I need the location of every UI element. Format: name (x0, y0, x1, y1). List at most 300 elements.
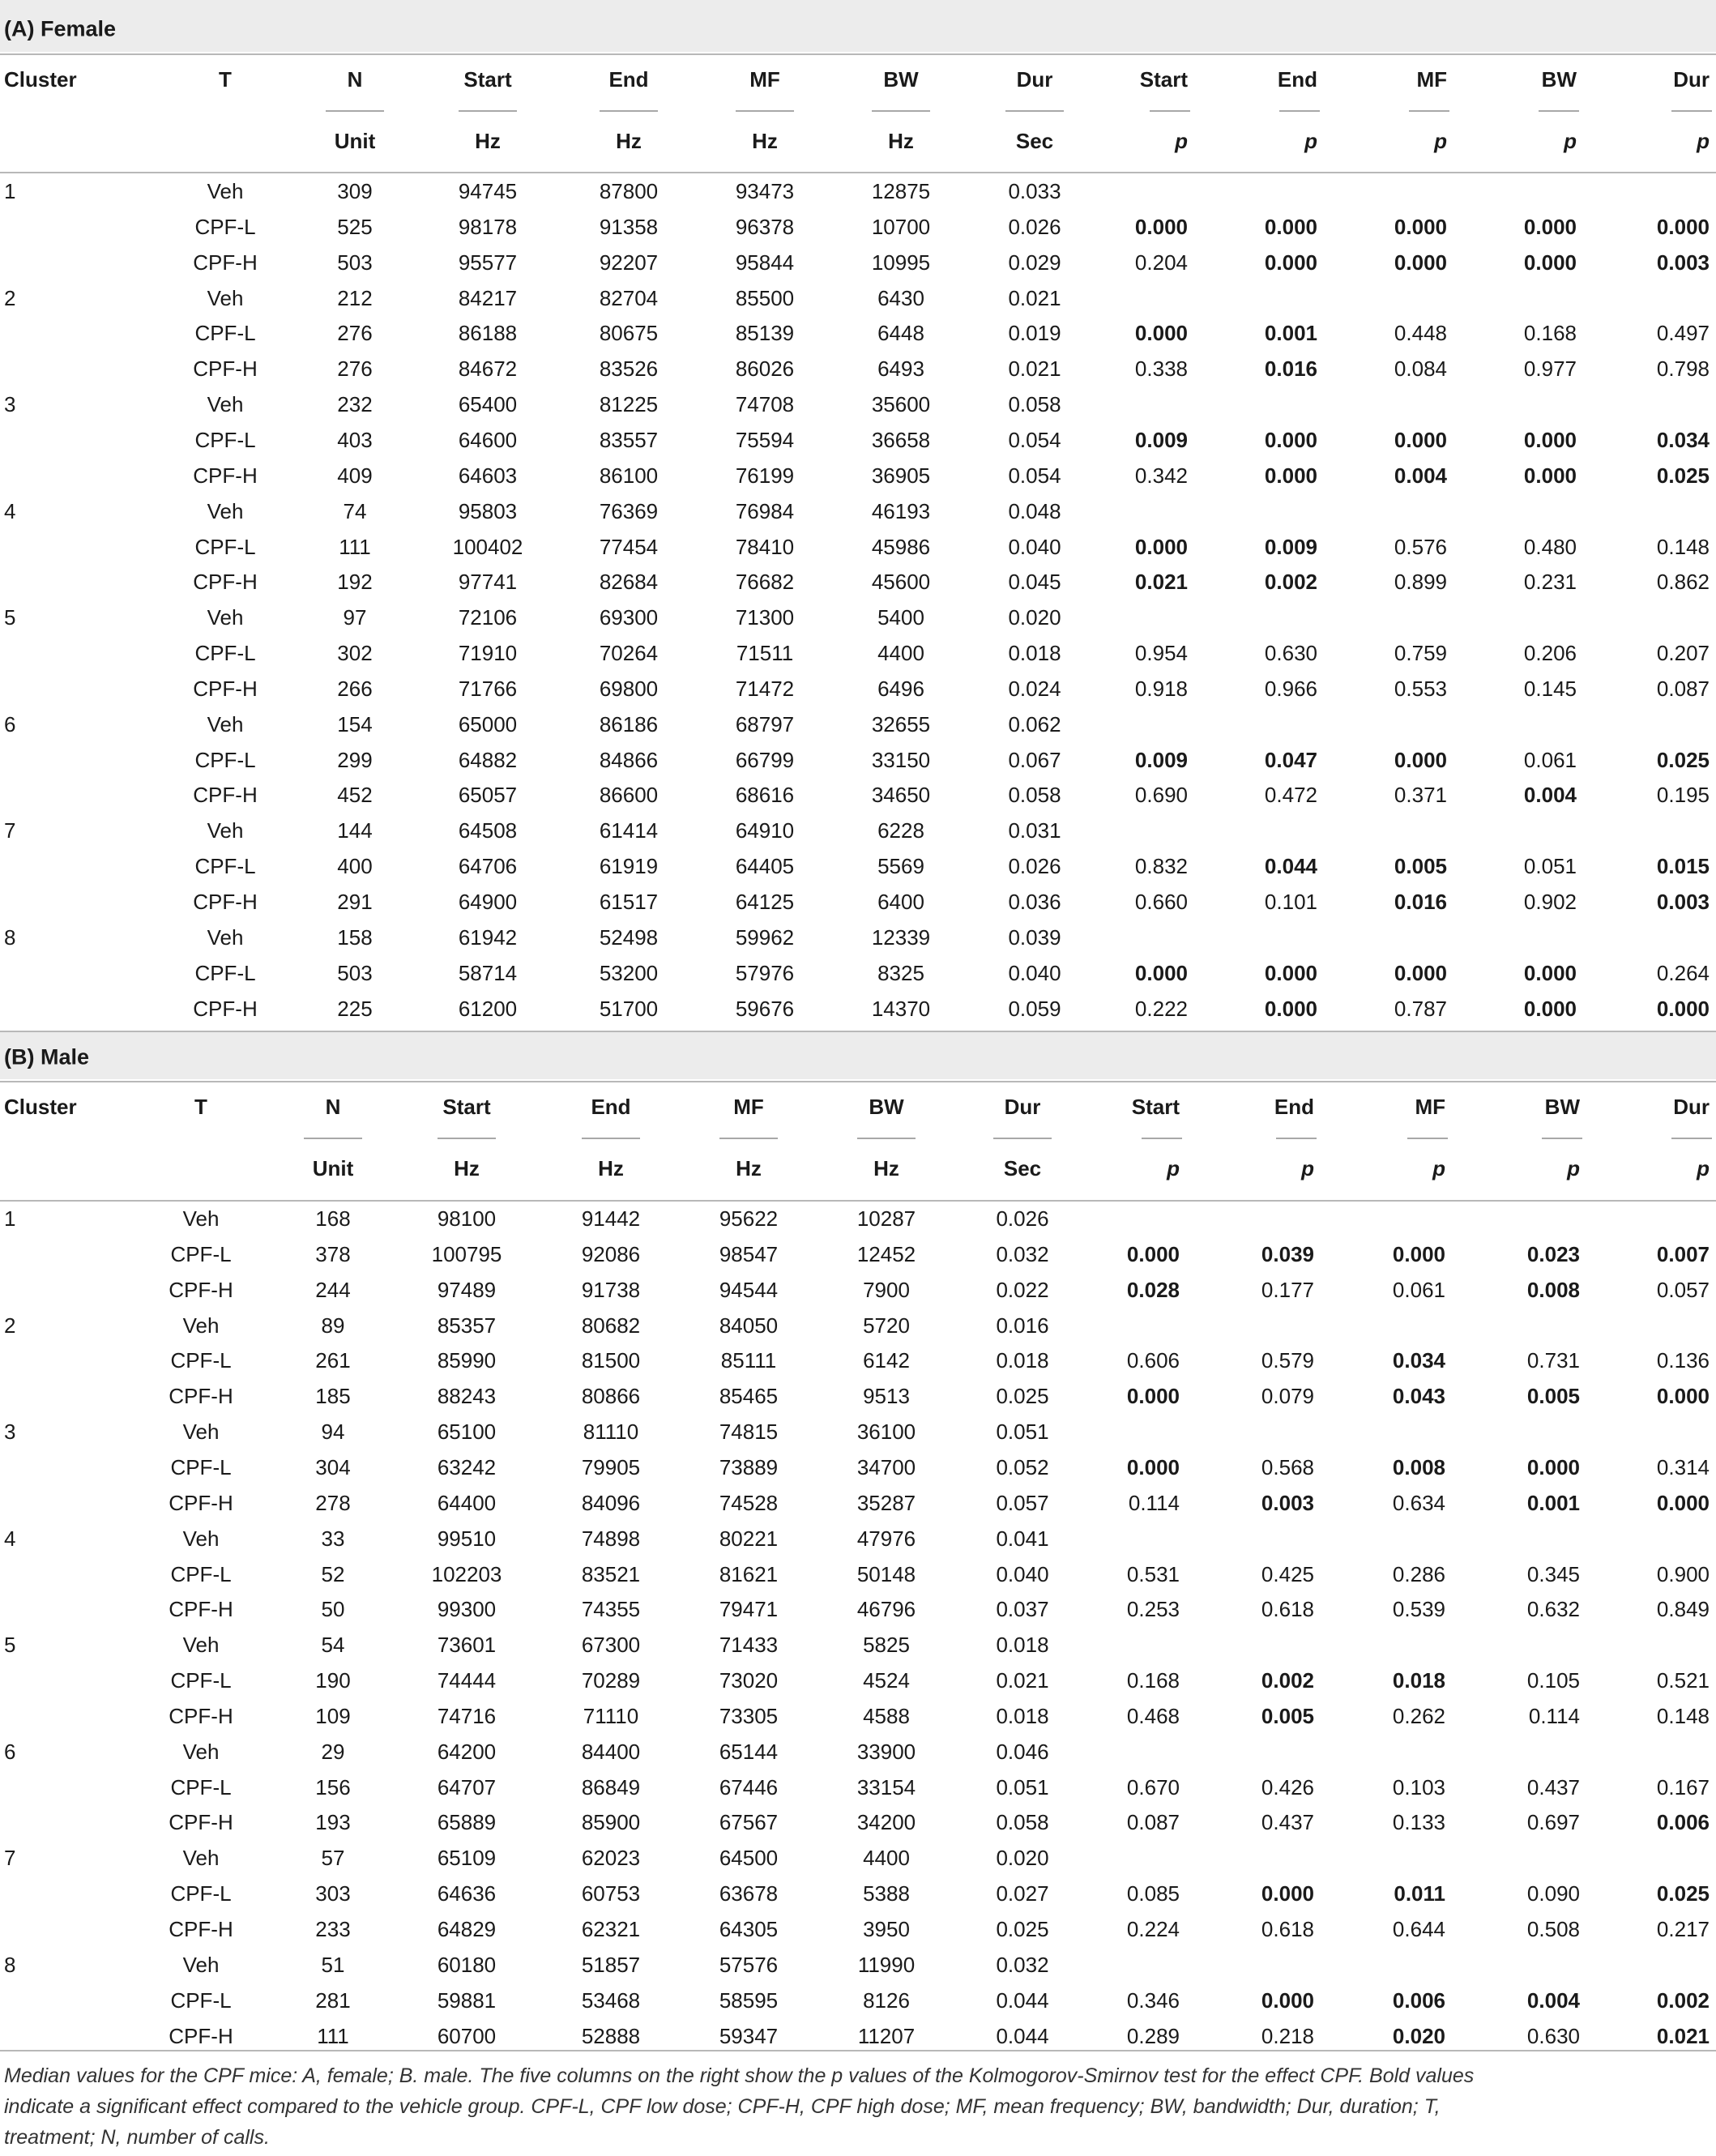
table-cell: CPF-H (193, 783, 258, 808)
table-cell: 0.057 (996, 1490, 1049, 1515)
table-cell: 0.025 (996, 1917, 1049, 1941)
p-value-cell: 0.114 (1128, 1490, 1180, 1515)
p-value-cell: 0.057 (1656, 1277, 1710, 1302)
p-value-cell: 0.425 (1261, 1561, 1314, 1586)
table-cell: 97489 (437, 1277, 497, 1302)
header-underline (1671, 1138, 1712, 1139)
table-cell: 71511 (736, 641, 794, 666)
header-underline (304, 1138, 362, 1139)
table-cell: 60700 (437, 2023, 497, 2048)
table-cell: 111 (339, 534, 371, 559)
table-cell: Veh (207, 392, 244, 417)
table-cell: 11990 (857, 1952, 916, 1977)
table-cell: 32655 (871, 711, 931, 736)
table-cell: 232 (337, 392, 373, 417)
p-value-cell: 0.539 (1392, 1597, 1445, 1622)
table-cell: CPF-L (170, 1668, 232, 1693)
table-cell: 80866 (581, 1384, 641, 1409)
table-cell: CPF-H (169, 1597, 233, 1622)
table-cell: CPF-L (194, 321, 256, 346)
cluster-id: 4 (4, 1526, 16, 1551)
table-cell: 5720 (863, 1313, 910, 1338)
table-cell: 46193 (871, 498, 931, 523)
table-cell: 61517 (599, 890, 659, 914)
p-value-cell: 0.862 (1656, 570, 1710, 595)
table-cell: CPF-H (169, 1490, 233, 1515)
table-cell: 84672 (458, 356, 518, 382)
p-value-cell: 0.020 (1392, 2023, 1445, 2048)
p-value-cell: 0.103 (1392, 1774, 1445, 1800)
header-underline (459, 110, 517, 112)
p-value-cell: 0.000 (1264, 427, 1317, 452)
p-value-cell: 0.000 (1523, 427, 1577, 452)
p-value-cell: 0.426 (1261, 1774, 1314, 1800)
p-value-cell: 0.000 (1264, 214, 1317, 239)
table-cell: 0.033 (1008, 179, 1061, 203)
table-cell: 0.045 (1008, 570, 1061, 595)
p-value-cell: 0.759 (1394, 641, 1447, 666)
table-cell: 85465 (719, 1384, 779, 1409)
p-value-cell: 0.576 (1394, 534, 1447, 559)
column-header: End (1274, 1095, 1314, 1119)
table-cell: Veh (207, 285, 244, 310)
cluster-id: 6 (4, 711, 16, 736)
p-value-cell: 0.371 (1394, 783, 1447, 808)
table-cell: 47976 (856, 1526, 916, 1551)
table-cell: Veh (182, 1633, 220, 1658)
table-cell: CPF-H (193, 996, 258, 1021)
table-cell: 81225 (599, 392, 659, 417)
p-value-cell: 0.001 (1526, 1490, 1580, 1515)
table-cell: 85500 (735, 285, 795, 310)
table-cell: 50148 (856, 1561, 916, 1586)
p-value-cell: 0.568 (1261, 1454, 1314, 1479)
table-cell: 0.052 (996, 1454, 1049, 1479)
table-cell: 91738 (581, 1277, 641, 1302)
column-unit: p (1167, 1156, 1180, 1180)
column-header: MF (749, 67, 780, 92)
table-cell: 6430 (877, 285, 924, 310)
table-cell: 0.058 (996, 1810, 1049, 1835)
table-cell: 12875 (871, 179, 931, 203)
table-cell: 59347 (719, 2023, 779, 2048)
section-title: (A) Female (4, 16, 117, 41)
p-value-cell: 0.008 (1392, 1454, 1445, 1479)
p-value-cell: 0.731 (1526, 1348, 1580, 1373)
table-cell: 74898 (581, 1526, 641, 1551)
table-cell: 0.041 (996, 1526, 1049, 1551)
rule-line (0, 1081, 1716, 1082)
table-cell: 61919 (599, 854, 659, 879)
table-cell: 85139 (735, 321, 795, 346)
p-value-cell: 0.034 (1656, 427, 1710, 452)
table-cell: 71766 (458, 676, 518, 701)
table-cell: CPF-L (170, 1561, 232, 1586)
table-cell: 0.021 (1008, 356, 1061, 382)
table-cell: 5825 (863, 1633, 910, 1658)
p-value-cell: 0.346 (1126, 1987, 1180, 2013)
table-cell: 64508 (458, 818, 518, 843)
cluster-id: 3 (4, 392, 16, 417)
p-value-cell: 0.021 (1134, 570, 1188, 595)
table-cell: 76369 (599, 498, 659, 523)
table-cell: 225 (337, 996, 373, 1021)
table-cell: 62023 (581, 1846, 641, 1871)
p-value-cell: 0.849 (1656, 1597, 1710, 1622)
p-value-cell: 0.000 (1523, 960, 1577, 985)
table-cell: 102203 (431, 1561, 502, 1586)
p-value-cell: 0.136 (1656, 1348, 1710, 1373)
p-value-cell: 0.497 (1656, 321, 1710, 346)
table-cell: 99510 (437, 1526, 497, 1551)
table-cell: 76199 (735, 463, 795, 488)
table-cell: 0.029 (1008, 250, 1061, 275)
p-value-cell: 0.900 (1656, 1561, 1710, 1586)
table-cell: 78410 (735, 534, 795, 559)
table-cell: 156 (315, 1774, 351, 1800)
table-cell: 154 (337, 711, 373, 736)
column-unit: p (1301, 1156, 1314, 1180)
table-cell: 6228 (877, 818, 924, 843)
table-cell: 185 (315, 1384, 351, 1409)
table-cell: 51 (321, 1952, 345, 1977)
p-value-cell: 0.025 (1656, 1881, 1710, 1906)
column-header: Dur (1673, 1095, 1710, 1119)
table-cell: 45986 (871, 534, 931, 559)
table-cell: 304 (315, 1454, 351, 1479)
p-value-cell: 0.787 (1394, 996, 1447, 1021)
section-title: (B) Male (4, 1044, 90, 1069)
p-value-cell: 0.289 (1126, 2023, 1180, 2048)
column-unit: Hz (736, 1156, 762, 1180)
table-cell: 10995 (871, 250, 931, 275)
header-underline (438, 1138, 496, 1139)
p-value-cell: 0.021 (1656, 2023, 1710, 2048)
table-cell: CPF-L (170, 1348, 232, 1373)
table-cell: 74 (343, 498, 367, 523)
table-cell: 65057 (458, 783, 518, 808)
table-cell: 0.019 (1008, 321, 1061, 346)
p-value-cell: 0.009 (1134, 747, 1188, 772)
table-cell: 64305 (719, 1917, 779, 1941)
table-cell: 86100 (599, 463, 659, 488)
table-cell: CPF-H (193, 356, 258, 382)
p-value-cell: 0.195 (1656, 783, 1710, 808)
p-value-cell: 0.006 (1656, 1810, 1710, 1835)
p-value-cell: 0.000 (1394, 747, 1447, 772)
table-cell: 4524 (863, 1668, 910, 1693)
p-value-cell: 0.047 (1264, 747, 1317, 772)
p-value-cell: 0.168 (1523, 321, 1577, 346)
table-cell: 66799 (735, 747, 795, 772)
p-value-cell: 0.618 (1261, 1597, 1314, 1622)
table-cell: 0.054 (1008, 427, 1061, 452)
p-value-cell: 0.697 (1526, 1810, 1580, 1835)
table-cell: 73305 (719, 1703, 779, 1728)
table-cell: 34700 (856, 1454, 916, 1479)
table-cell: 83526 (599, 356, 659, 382)
table-cell: CPF-H (193, 250, 258, 275)
table-cell: 71910 (458, 641, 518, 666)
table-cell: 94745 (458, 179, 518, 203)
table-cell: 53200 (599, 960, 659, 985)
table-cell: 98178 (458, 214, 518, 239)
column-header: BW (1544, 1095, 1580, 1119)
table-cell: 73020 (719, 1668, 779, 1693)
p-value-cell: 0.025 (1656, 747, 1710, 772)
column-unit: p (1304, 129, 1317, 153)
p-value-cell: 0.006 (1392, 1987, 1445, 2013)
p-value-cell: 0.007 (1656, 1241, 1710, 1266)
p-value-cell: 0.034 (1392, 1348, 1445, 1373)
p-value-cell: 0.832 (1134, 854, 1188, 879)
table-cell: 52 (321, 1561, 345, 1586)
p-value-cell: 0.468 (1126, 1703, 1180, 1728)
p-value-cell: 0.000 (1134, 960, 1188, 985)
table-cell: 525 (337, 214, 373, 239)
table-cell: CPF-H (193, 676, 258, 701)
table-cell: 64500 (719, 1846, 779, 1871)
p-value-cell: 0.004 (1394, 463, 1447, 488)
table-cell: 84050 (719, 1313, 779, 1338)
table-cell: 35600 (871, 392, 931, 417)
p-value-cell: 0.606 (1126, 1348, 1180, 1373)
table-cell: 73889 (719, 1454, 779, 1479)
table-cell: 74528 (719, 1490, 779, 1515)
table-cell: 452 (337, 783, 373, 808)
p-value-cell: 0.177 (1261, 1277, 1314, 1302)
table-cell: 45600 (871, 570, 931, 595)
column-header: MF (1416, 67, 1447, 92)
table-cell: 74355 (581, 1597, 641, 1622)
p-value-cell: 0.148 (1656, 534, 1710, 559)
p-value-cell: 0.000 (1394, 427, 1447, 452)
p-value-cell: 0.105 (1526, 1668, 1580, 1693)
table-cell: 71110 (583, 1703, 639, 1728)
p-value-cell: 0.798 (1656, 356, 1710, 382)
table-cell: 54 (321, 1633, 345, 1658)
table-cell: 34200 (856, 1810, 916, 1835)
table-cell: 0.027 (996, 1881, 1049, 1906)
p-value-cell: 0.437 (1526, 1774, 1580, 1800)
table-cell: 58714 (458, 960, 518, 985)
p-value-cell: 0.644 (1392, 1917, 1445, 1941)
p-value-cell: 0.000 (1126, 1241, 1180, 1266)
p-value-cell: 0.000 (1526, 1454, 1580, 1479)
table-cell: 299 (337, 747, 373, 772)
table-cell: 88243 (437, 1384, 497, 1409)
table-cell: CPF-L (170, 1881, 232, 1906)
column-header: Dur (1004, 1095, 1041, 1119)
p-value-cell: 0.204 (1134, 250, 1188, 275)
table-cell: 86849 (581, 1774, 641, 1800)
table-cell: 69300 (599, 605, 659, 630)
table-cell: 5400 (877, 605, 924, 630)
table-cell: 74444 (437, 1668, 497, 1693)
table-cell: 400 (337, 854, 373, 879)
p-value-cell: 0.632 (1526, 1597, 1580, 1622)
p-value-cell: 0.954 (1134, 641, 1188, 666)
table-cell: 79905 (581, 1454, 641, 1479)
table-cell: 0.022 (996, 1277, 1049, 1302)
p-value-cell: 0.902 (1523, 890, 1577, 914)
table-cell: 6448 (877, 321, 924, 346)
p-value-cell: 0.206 (1523, 641, 1577, 666)
column-unit: Hz (888, 129, 914, 153)
p-value-cell: 0.634 (1392, 1490, 1445, 1515)
table-cell: 276 (337, 356, 373, 382)
table-cell: 46796 (856, 1597, 916, 1622)
table-cell: 67446 (719, 1774, 779, 1800)
column-header: Dur (1016, 67, 1053, 92)
cluster-id: 1 (4, 1206, 16, 1231)
p-value-cell: 0.003 (1656, 250, 1710, 275)
p-value-cell: 0.000 (1126, 1454, 1180, 1479)
table-cell: 266 (337, 676, 373, 701)
p-value-cell: 0.028 (1126, 1277, 1180, 1302)
p-value-cell: 0.690 (1134, 783, 1188, 808)
p-value-cell: 0.630 (1264, 641, 1317, 666)
p-value-cell: 0.480 (1523, 534, 1577, 559)
table-cell: 95844 (735, 250, 795, 275)
p-value-cell: 0.000 (1656, 214, 1710, 239)
table-cell: 86188 (458, 321, 518, 346)
table-cell: 68616 (735, 783, 795, 808)
table-cell: 76984 (735, 498, 795, 523)
header-underline (1142, 1138, 1182, 1139)
p-value-cell: 0.085 (1126, 1881, 1180, 1906)
table-cell: 71472 (735, 676, 795, 701)
table-cell: 111 (317, 2023, 349, 2048)
table-cell: 74815 (719, 1420, 779, 1445)
table-cell: Veh (182, 1739, 220, 1764)
p-value-cell: 0.262 (1392, 1703, 1445, 1728)
table-cell: 0.039 (1008, 924, 1061, 950)
p-value-cell: 0.579 (1261, 1348, 1314, 1373)
table-cell: 64900 (458, 890, 518, 914)
p-value-cell: 0.002 (1656, 1987, 1710, 2013)
table-cell: CPF-L (194, 427, 256, 452)
table-cell: 0.026 (996, 1206, 1049, 1231)
table-cell: 85990 (437, 1348, 497, 1373)
column-header: Start (463, 67, 512, 92)
table-cell: 261 (315, 1348, 351, 1373)
p-value-cell: 0.087 (1126, 1810, 1180, 1835)
table-cell: 57 (321, 1846, 345, 1871)
table-cell: 0.031 (1008, 818, 1061, 843)
table-cell: 403 (337, 427, 373, 452)
p-value-cell: 0.000 (1523, 996, 1577, 1021)
table-cell: 59881 (437, 1987, 497, 2013)
table-cell: 281 (315, 1987, 351, 2013)
table-cell: 36100 (856, 1420, 916, 1445)
table-cell: 6493 (877, 356, 924, 382)
table-cell: 85357 (437, 1313, 497, 1338)
p-value-cell: 0.000 (1523, 214, 1577, 239)
table-cell: 83521 (581, 1561, 641, 1586)
table-cell: Veh (182, 1420, 220, 1445)
p-value-cell: 0.966 (1264, 676, 1317, 701)
table-cell: 0.032 (996, 1952, 1049, 1977)
table-cell: CPF-L (170, 1241, 232, 1266)
table-footnote: Median values for the CPF mice: A, female; B. male. The five columns on the right show the p values of the Kolmogorov-Smirnov test for the effect CPF. Bold values (4, 2064, 1475, 2087)
table-cell: 97741 (458, 570, 518, 595)
header-underline (1276, 1138, 1317, 1139)
p-value-cell: 0.000 (1264, 960, 1317, 985)
table-cell: 76682 (735, 570, 795, 595)
table-cell: CPF-H (169, 1384, 233, 1409)
table-cell: 168 (315, 1206, 351, 1231)
table-cell: CPF-L (194, 747, 256, 772)
table-cell: 80682 (581, 1313, 641, 1338)
cluster-id: 2 (4, 1313, 16, 1338)
table-cell: 64603 (458, 463, 518, 488)
p-value-cell: 0.508 (1526, 1917, 1580, 1941)
table-cell: 65100 (437, 1420, 497, 1445)
header-underline (582, 1138, 640, 1139)
p-value-cell: 0.918 (1134, 676, 1188, 701)
table-cell: 87800 (599, 179, 659, 203)
p-value-cell: 0.000 (1264, 463, 1317, 488)
header-underline (1279, 110, 1320, 112)
p-value-cell: 0.008 (1526, 1277, 1580, 1302)
table-cell: CPF-L (170, 1454, 232, 1479)
p-value-cell: 0.314 (1656, 1454, 1710, 1479)
cluster-id: 7 (4, 818, 16, 843)
table-cell: 12452 (856, 1241, 916, 1266)
table-cell: Veh (207, 818, 244, 843)
header-underline (1150, 110, 1190, 112)
table-cell: 503 (337, 960, 373, 985)
table-cell: Veh (207, 711, 244, 736)
table-cell: 58595 (719, 1987, 779, 2013)
table-cell: 59676 (735, 996, 795, 1021)
column-unit: p (1564, 129, 1577, 153)
table-cell: 65109 (437, 1846, 497, 1871)
table-cell: 69800 (599, 676, 659, 701)
table-cell: 6142 (863, 1348, 910, 1373)
table-cell: 82684 (599, 570, 659, 595)
table-cell: 64706 (458, 854, 518, 879)
table-cell: CPF-H (193, 463, 258, 488)
p-value-cell: 0.167 (1656, 1774, 1710, 1800)
table-cell: 65144 (719, 1739, 779, 1764)
table-cell: 309 (337, 179, 373, 203)
table-cell: 94544 (719, 1277, 779, 1302)
column-unit: Sec (1015, 129, 1054, 153)
table-cell: 64200 (437, 1739, 497, 1764)
column-unit: p (1697, 1156, 1710, 1180)
p-value-cell: 0.448 (1394, 321, 1447, 346)
table-cell: CPF-L (194, 534, 256, 559)
p-value-cell: 0.437 (1261, 1810, 1314, 1835)
table-cell: 64882 (458, 747, 518, 772)
p-value-cell: 0.016 (1394, 890, 1447, 914)
cluster-id: 3 (4, 1420, 16, 1445)
column-header: BW (883, 67, 919, 92)
column-header: MF (1415, 1095, 1445, 1119)
p-value-cell: 0.005 (1526, 1384, 1580, 1409)
table-cell: 0.032 (996, 1241, 1049, 1266)
table-cell: 98100 (437, 1206, 497, 1231)
column-header: Cluster (4, 67, 77, 92)
table-cell: 109 (315, 1703, 351, 1728)
column-header: Start (1139, 67, 1188, 92)
table-cell: 0.025 (996, 1384, 1049, 1409)
p-value-cell: 0.218 (1261, 2023, 1314, 2048)
table-cell: 86600 (599, 783, 659, 808)
p-value-cell: 0.000 (1394, 960, 1447, 985)
